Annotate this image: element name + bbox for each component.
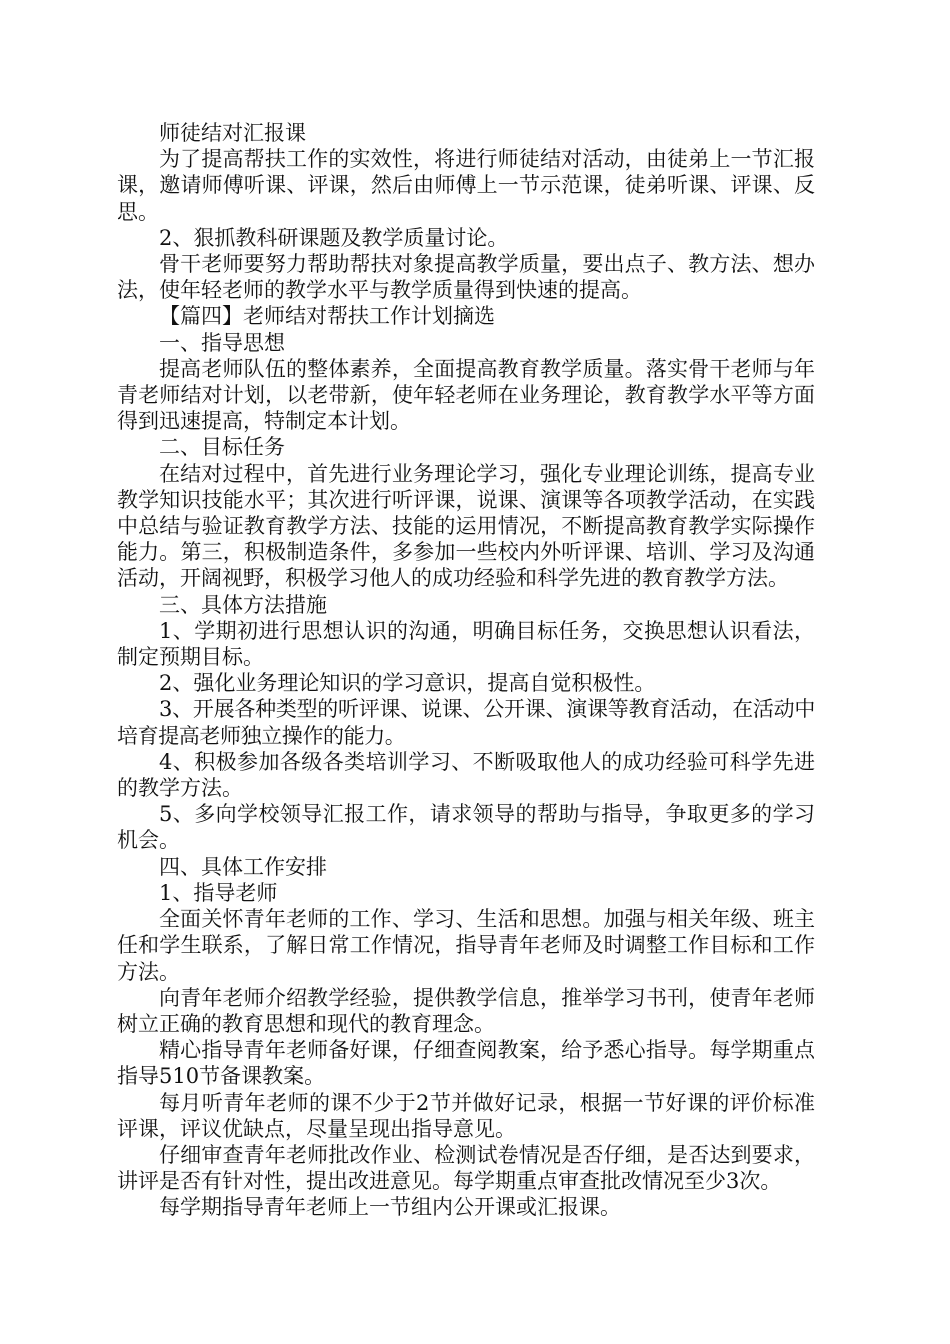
list-item: 3、开展各种类型的听评课、说课、公开课、演课等教育活动，在活动中培育提高老师独立操作的能力。 (117, 697, 815, 748)
document-body (117, 120, 815, 1221)
list-item: 2、强化业务理论知识的学习意识，提高自觉积极性。 (159, 671, 656, 696)
list-item: 5、多向学校领导汇报工作，请求领导的帮助与指导，争取更多的学习机会。 (117, 802, 815, 853)
paragraph-title-mentor-report: 师徒结对汇报课 (159, 121, 306, 145)
paragraph: 全面关怀青年老师的工作、学习、生活和思想。加强与相关年级、班主任和学生联系，了解日常工作情况，指导青年老师及时调整工作目标和工作方法。 (117, 907, 815, 984)
list-item: 1、学期初进行思想认识的沟通，明确目标任务，交换思想认识看法，制定预期目标。 (117, 618, 815, 670)
paragraph: 每月听青年老师的课不少于2节并做好记录，根据一节好课的评价标准评课，评议优缺点，尽量呈现出指导意见。 (117, 1090, 815, 1141)
section-heading: 一、指导思想 (159, 330, 285, 355)
paragraph: 仔细审查青年老师批改作业、检测试卷情况是否仔细，是否达到要求，讲评是否有针对性，提出改进意见。每学期重点审查批改情况至少3次。 (117, 1142, 815, 1194)
paragraph: 向青年老师介绍教学经验，提供教学信息，推举学习书刊，使青年老师树立正确的教育思想和现代的教育理念。 (117, 985, 815, 1036)
paragraph: 每学期指导青年老师上一节组内公开课或汇报课。 (159, 1195, 621, 1220)
paragraph: 精心指导青年老师备好课，仔细查阅教案，给予悉心指导。每学期重点指导510节备课教案。 (117, 1038, 815, 1089)
section-heading: 四、具体工作安排 (159, 854, 327, 879)
section-heading: 二、目标任务 (159, 435, 285, 460)
list-item: 4、积极参加各级各类培训学习、不断吸取他人的成功经验可科学先进的教学方法。 (117, 749, 815, 801)
section-heading: 三、具体方法措施 (159, 592, 327, 617)
paragraph: 为了提高帮扶工作的实效性，将进行师徒结对活动，由徒弟上一节汇报课，邀请师傅听课、评课，然后由师傅上一节示范课，徒弟听课、评课、反思。 (117, 147, 815, 224)
paragraph: 骨干老师要努力帮助帮扶对象提高教学质量，要出点子、教方法、想办法，使年轻老师的教学水平与教学质量得到快速的提高。 (117, 252, 815, 303)
paragraph: 在结对过程中，首先进行业务理论学习，强化专业理论训练，提高专业教学知识技能水平；其次进行听评课，说课、演课等各项教学活动，在实践中总结与验证教育教学方法、技能的运用情况，不断提高教育教学实际操作能力。第三，积极制造条件，多参加一些校内外听评课、培训、学习及沟通活动，开阔视野，积极学习他人的成功经验和科学先进的教育教学方法。 (117, 461, 815, 591)
section-heading: 【篇四】老师结对帮扶工作计划摘选 (159, 304, 495, 329)
subsection-heading: 1、指导老师 (159, 880, 278, 905)
paragraph: 2、狠抓教科研课题及教学质量讨论。 (159, 225, 509, 250)
paragraph: 提高老师队伍的整体素养，全面提高教育教学质量。落实骨干老师与年青老师结对计划，以老带新，使年轻老师在业务理论，教育教学水平等方面得到迅速提高，特制定本计划。 (117, 356, 815, 434)
